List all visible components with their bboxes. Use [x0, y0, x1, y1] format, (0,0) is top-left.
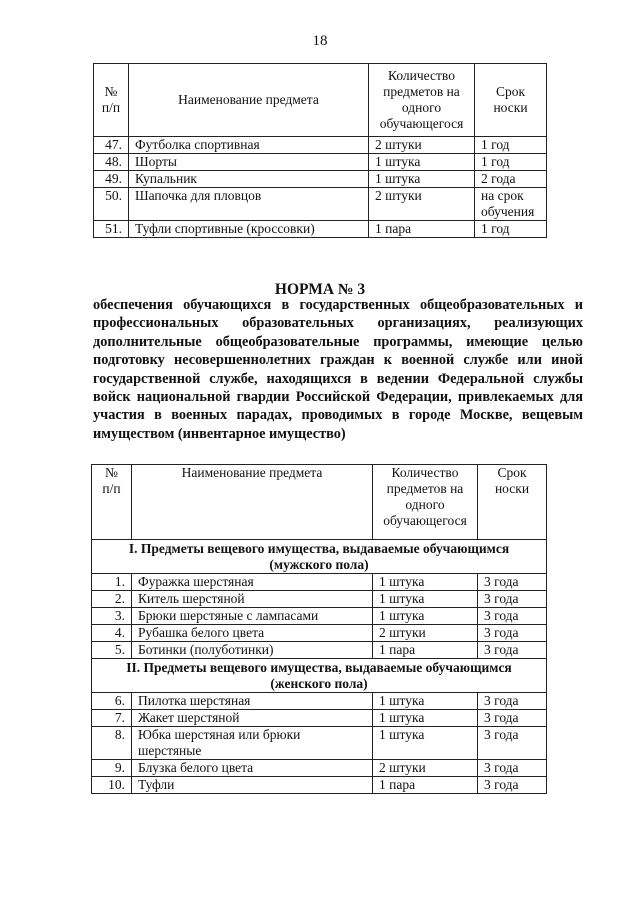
header-term: Срок носки [475, 64, 547, 137]
row-name: Туфли спортивные (кроссовки) [129, 221, 369, 238]
row-name: Шапочка для пловцов [129, 188, 369, 221]
row-qty: 1 штука [373, 574, 478, 591]
header-qty: Количество предметов на одного обучающегося [373, 465, 478, 540]
row-name: Рубашка белого цвета [132, 625, 373, 642]
norm-title: НОРМА № 3 [274, 281, 366, 298]
items-table-continued [93, 63, 547, 238]
row-qty: 2 штуки [369, 137, 475, 154]
row-qty: 2 штуки [373, 760, 478, 777]
row-term: 1 год [475, 221, 547, 238]
row-num: 10. [92, 777, 132, 794]
row-term: 1 год [475, 154, 547, 171]
header-num: № п/п [92, 465, 132, 540]
row-term: 3 года [478, 574, 547, 591]
header-term: Срок носки [478, 465, 547, 540]
items-table-norm-3 [91, 464, 547, 794]
row-term: 1 год [475, 137, 547, 154]
row-name: Юбка шерстяная или брюки шерстяные [132, 727, 373, 760]
row-term: 3 года [478, 591, 547, 608]
table-row [92, 727, 547, 760]
row-num: 5. [92, 642, 132, 659]
row-term: 3 года [478, 608, 547, 625]
row-name: Брюки шерстяные с лампасами [132, 608, 373, 625]
row-name: Туфли [132, 777, 373, 794]
norm-description: обеспечения обучающихся в государственных общеобразовательных и профессиональных образовательных организациях, реализующих дополнительные общеобразовательные программы, имеющие целью подготовку несовершеннолетних граждан к военной службе или иной государственной службе, находящихся в ведении Федеральной службы войск национальной гвардии Российской Федерации, привлекаемых для участия в военных парадах, проводимых в городе Москве, вещевым имуществом (инвентарное имущество) [93, 297, 583, 442]
row-num: 47. [94, 137, 129, 154]
row-term: 3 года [478, 642, 547, 659]
header-name: Наименование предмета [129, 64, 369, 137]
table-row [94, 171, 547, 188]
row-name: Блузка белого цвета [132, 760, 373, 777]
row-qty: 2 штуки [369, 188, 475, 221]
row-term: 3 года [478, 760, 547, 777]
row-num: 9. [92, 760, 132, 777]
row-term: 3 года [478, 625, 547, 642]
section-row [92, 540, 547, 574]
table-row [92, 777, 547, 794]
table-row [94, 188, 547, 221]
row-num: 6. [92, 693, 132, 710]
section-title-male: I. Предметы вещевого имущества, выдаваемые обучающимся (мужского пола) [92, 540, 547, 574]
row-qty: 1 штука [369, 154, 475, 171]
row-term: 3 года [478, 777, 547, 794]
row-name: Футболка спортивная [129, 137, 369, 154]
row-qty: 2 штуки [373, 625, 478, 642]
row-qty: 1 штука [369, 171, 475, 188]
row-num: 3. [92, 608, 132, 625]
section-row [92, 659, 547, 693]
row-term: 2 года [475, 171, 547, 188]
row-num: 50. [94, 188, 129, 221]
row-qty: 1 пара [373, 642, 478, 659]
row-name: Жакет шерстяной [132, 710, 373, 727]
row-num: 2. [92, 591, 132, 608]
row-qty: 1 штука [373, 727, 478, 760]
row-qty: 1 штука [373, 693, 478, 710]
header-qty: Количество предметов на одного обучающегося [369, 64, 475, 137]
row-term: 3 года [478, 693, 547, 710]
table-row [92, 642, 547, 659]
row-qty: 1 пара [373, 777, 478, 794]
row-term: 3 года [478, 727, 547, 760]
table-row [94, 137, 547, 154]
table-row [92, 591, 547, 608]
row-num: 7. [92, 710, 132, 727]
header-num: № п/п [94, 64, 129, 137]
row-qty: 1 штука [373, 608, 478, 625]
row-name: Ботинки (полуботинки) [132, 642, 373, 659]
row-name: Шорты [129, 154, 369, 171]
section-title-female: II. Предметы вещевого имущества, выдаваемые обучающимся (женского пола) [92, 659, 547, 693]
row-qty: 1 штука [373, 591, 478, 608]
row-name: Купальник [129, 171, 369, 188]
row-name: Фуражка шерстяная [132, 574, 373, 591]
table-header-row [94, 64, 547, 137]
table-row [92, 693, 547, 710]
table-row [92, 608, 547, 625]
row-qty: 1 пара [369, 221, 475, 238]
row-num: 49. [94, 171, 129, 188]
row-num: 51. [94, 221, 129, 238]
row-num: 8. [92, 727, 132, 760]
row-term: на срок обучения [475, 188, 547, 221]
row-name: Пилотка шерстяная [132, 693, 373, 710]
row-num: 48. [94, 154, 129, 171]
row-num: 4. [92, 625, 132, 642]
table-row [92, 574, 547, 591]
row-name: Китель шерстяной [132, 591, 373, 608]
table-row [92, 710, 547, 727]
row-num: 1. [92, 574, 132, 591]
row-qty: 1 штука [373, 710, 478, 727]
table-header-row [92, 465, 547, 540]
page-number: 18 [312, 33, 328, 49]
row-term: 3 года [478, 710, 547, 727]
table-row [94, 221, 547, 238]
table-row [92, 625, 547, 642]
header-name: Наименование предмета [132, 465, 373, 540]
table-row [92, 760, 547, 777]
table-row [94, 154, 547, 171]
